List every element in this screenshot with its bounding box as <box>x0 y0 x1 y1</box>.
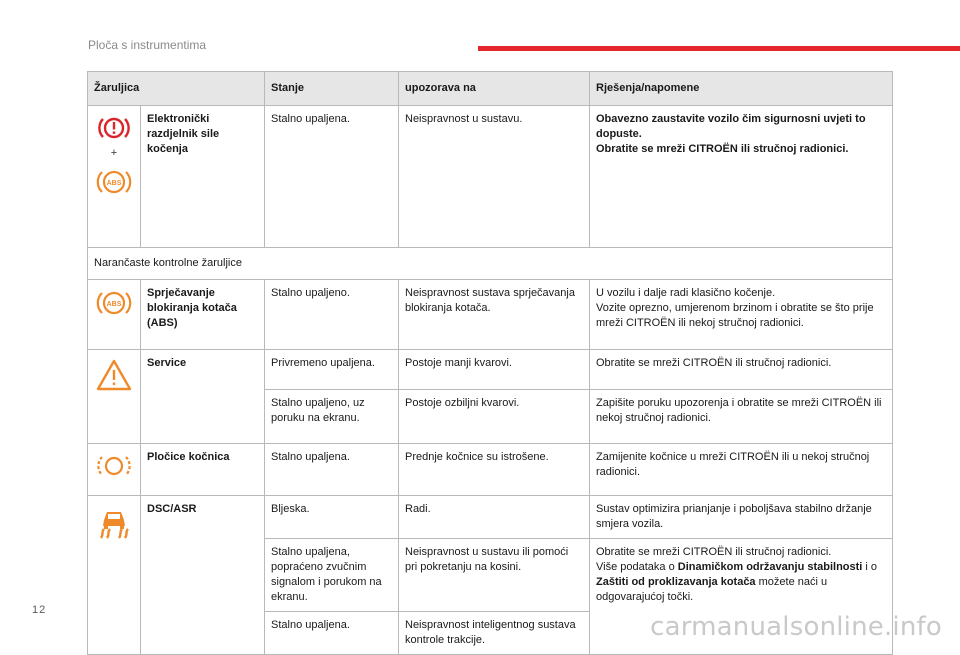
icon-cell <box>88 496 141 655</box>
lamp-state: Stalno upaljena. <box>265 106 399 248</box>
solution-text: i o <box>862 561 878 573</box>
dsc-skidding-car-icon <box>95 504 133 542</box>
lamp-solution: Zamijenite kočnice u mreži CITROËN ili u nekoj stručnoj radionici. <box>590 444 893 496</box>
col-header-lamp: Žaruljica <box>88 72 265 106</box>
lamp-warns: Postoje ozbiljni kvarovi. <box>399 390 590 444</box>
lamp-state: Stalno upaljeno, uz poruku na ekranu. <box>265 390 399 444</box>
svg-text:ABS: ABS <box>106 301 122 308</box>
lamp-name: DSC/ASR <box>141 496 265 655</box>
lamp-state: Stalno upaljena. <box>265 444 399 496</box>
solution-line: Obratite se mreži CITROËN ili stručnoj radionici. <box>596 143 849 155</box>
abs-icon <box>95 167 133 197</box>
solution-bold: Dinamičkom održavanju stabilnosti <box>677 561 863 573</box>
solution-line: Obratite se mreži CITROËN ili stručnoj radionici. <box>596 546 832 558</box>
lamp-warns: Neispravnost u sustavu ili pomoći pri pokretanju na kosini. <box>399 539 590 612</box>
solution-bold: Zaštiti od proklizavanja kotača <box>596 576 756 588</box>
lamp-state: Stalno upaljena. <box>265 612 399 655</box>
icon-cell <box>88 280 141 350</box>
lamp-state: Stalno upaljena, popraćeno zvučnim signalom i porukom na ekranu. <box>265 539 399 612</box>
icon-cell <box>88 106 141 248</box>
header-accent-bar <box>478 46 960 51</box>
table-row <box>88 280 893 350</box>
lamp-name: Pločice kočnica <box>141 444 265 496</box>
header-title: Ploča s instrumentima <box>88 38 207 52</box>
lamp-warns: Radi. <box>399 496 590 539</box>
table-header-row <box>88 72 893 106</box>
abs-icon <box>95 288 133 318</box>
brake-pads-icon <box>95 452 133 480</box>
table-row <box>88 496 893 539</box>
lamp-solution: Zapišite poruku upozorenja i obratite se mreži CITROËN ili nekoj stručnoj radionici. <box>590 390 893 444</box>
col-header-solution: Rješenja/napomene <box>590 72 893 106</box>
service-warning-triangle-icon <box>95 358 133 392</box>
lamp-warns: Prednje kočnice su istrošene. <box>399 444 590 496</box>
solution-line: Vozite oprezno, umjerenom brzinom i obratite se što prije mreži CITROËN ili nekoj stručnoj radionici. <box>596 302 874 329</box>
solution-line: U vozilu i dalje radi klasično kočenje. <box>596 287 776 299</box>
warning-lamps-table <box>87 71 893 655</box>
solution-text: možete naći u odgovarajućoj točki. <box>596 576 828 603</box>
lamp-warns: Postoje manji kvarovi. <box>399 350 590 390</box>
plus-sign: + <box>110 147 118 159</box>
lamp-solution <box>590 280 893 350</box>
watermark: carmanualsonline.info <box>650 612 942 642</box>
svg-text:ABS: ABS <box>106 180 122 187</box>
lamp-solution: Obratite se mreži CITROËN ili stručnoj radionici. <box>590 350 893 390</box>
lamp-state: Privremeno upaljena. <box>265 350 399 390</box>
col-header-warns: upozorava na <box>399 72 590 106</box>
icon-cell <box>88 350 141 444</box>
lamp-solution <box>590 106 893 248</box>
lamp-name: Service <box>141 350 265 444</box>
page-number: 12 <box>32 604 47 616</box>
lamp-warns: Neispravnost inteligentnog sustava kontrole trakcije. <box>399 612 590 655</box>
table-row <box>88 350 893 390</box>
lamp-solution: Sustav optimizira prianjanje i poboljšava stabilno držanje smjera vozila. <box>590 496 893 539</box>
lamp-warns: Neispravnost u sustavu. <box>399 106 590 248</box>
section-label: Narančaste kontrolne žaruljice <box>88 248 893 280</box>
lamp-warns: Neispravnost sustava sprječavanja blokiranja kotača. <box>399 280 590 350</box>
col-header-state: Stanje <box>265 72 399 106</box>
solution-line: Obavezno zaustavite vozilo čim sigurnosni uvjeti to dopuste. <box>596 113 866 140</box>
lamp-name: Sprječavanje blokiranja kotača (ABS) <box>141 280 265 350</box>
lamp-name: Elektronički razdjelnik sile kočenja <box>141 106 265 248</box>
lamp-state: Stalno upaljeno. <box>265 280 399 350</box>
section-row <box>88 248 893 280</box>
table-row <box>88 106 893 248</box>
lamp-state: Bljeska. <box>265 496 399 539</box>
table-row <box>88 444 893 496</box>
brake-warning-icon <box>97 114 131 142</box>
icon-cell <box>88 444 141 496</box>
solution-text: Više podataka o <box>596 561 678 573</box>
